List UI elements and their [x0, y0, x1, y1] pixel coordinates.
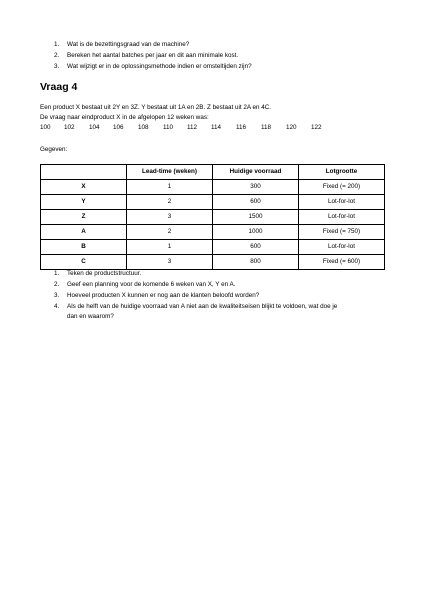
table-cell: Y [41, 195, 127, 210]
table-cell: 800 [213, 255, 299, 270]
demand-series [40, 124, 400, 132]
demand-value: 104 [89, 124, 100, 131]
data-table [40, 164, 385, 270]
table-cell: 600 [213, 240, 299, 255]
intro-text-line-1: Een product X bestaat uit 2Y en 3Z. Y bestaat uit 1A en 2B. Z bestaat uit 2A en 4C. [40, 104, 272, 111]
table-cell: B [41, 240, 127, 255]
table-row [41, 180, 385, 195]
column-header [41, 165, 127, 180]
table-cell: 600 [213, 195, 299, 210]
table-cell: 1 [127, 240, 213, 255]
table-cell: 2 [127, 195, 213, 210]
demand-value: 100 [40, 124, 51, 131]
intro-text-line-2: De vraag naar eindproduct X in de afgelopen 12 weken was: [40, 114, 209, 121]
table-row [41, 195, 385, 210]
demand-value: 102 [64, 124, 75, 131]
table-cell: Lot-for-lot [299, 240, 385, 255]
table-cell: 3 [127, 210, 213, 225]
table-cell: 1 [127, 180, 213, 195]
table-cell: Fixed (= 200) [299, 180, 385, 195]
table-header-row [41, 165, 385, 180]
demand-value: 116 [236, 124, 247, 131]
given-label: Gegeven: [40, 146, 68, 153]
demand-value: 112 [187, 124, 198, 131]
column-header: Lotgrootte [299, 165, 385, 180]
table-cell: X [41, 180, 127, 195]
table-cell: Fixed (= 600) [299, 255, 385, 270]
demand-value: 120 [286, 124, 297, 131]
section-heading: Vraag 4 [40, 81, 78, 93]
table-row [41, 255, 385, 270]
table-cell: Fixed (= 750) [299, 225, 385, 240]
table-cell: Lot-for-lot [299, 195, 385, 210]
demand-value: 106 [113, 124, 124, 131]
table-cell: 3 [127, 255, 213, 270]
table-row [41, 240, 385, 255]
demand-value: 108 [138, 124, 149, 131]
demand-value: 118 [261, 124, 272, 131]
table-cell: 1500 [213, 210, 299, 225]
table-row [41, 225, 385, 240]
document-page: 1. Wat is de bezettingsgraad van de machine? 2. Bereken het aantal batches per jaar en dit aan minimale kost. 3. Wat wijzigt er in de oplossingsmethode indien er omsteltijden zijn? Vraag 4 Een product X bestaat uit 2Y en 3Z. Y bestaat uit 1A en 2B. Z bestaat uit 2A en 4C. De vraag naar eindproduct X in de afgelopen 12 weken was: 100 102 104 106 108 110 112 114 116 118 120 122 Gegeven: Lead-time (weken) Huidige voorraad Lotgrootte X 1 300 Fixed (= 200) Y 2 600 Lot-for-lot Z 3 1500 Lot-for-lot A 2 1000 Fixed (= 750) B 1 600 Lot-for-lot C 3 800 Fixed (= 600) 1. Teken de productstructuur. 2. Geef een planning voor de komende 6 weken van X, Y en A. 3. Hoeveel producten X kunnen er nog aan de klanten beloofd worden? 4. Als de helft van de huidige voorraad van A niet aan de kwaliteitseisen blijkt te voldoen, wat doe je dan en waarom? [0, 0, 423, 598]
column-header: Huidige voorraad [213, 165, 299, 180]
table-cell: 2 [127, 225, 213, 240]
demand-value: 110 [163, 124, 174, 131]
table-cell: Lot-for-lot [299, 210, 385, 225]
table-cell: C [41, 255, 127, 270]
table-cell: 1000 [213, 225, 299, 240]
demand-value: 114 [211, 124, 222, 131]
demand-value: 122 [311, 124, 322, 131]
table-cell: Z [41, 210, 127, 225]
table-row [41, 210, 385, 225]
table-cell: 300 [213, 180, 299, 195]
column-header: Lead-time (weken) [127, 165, 213, 180]
table-cell: A [41, 225, 127, 240]
